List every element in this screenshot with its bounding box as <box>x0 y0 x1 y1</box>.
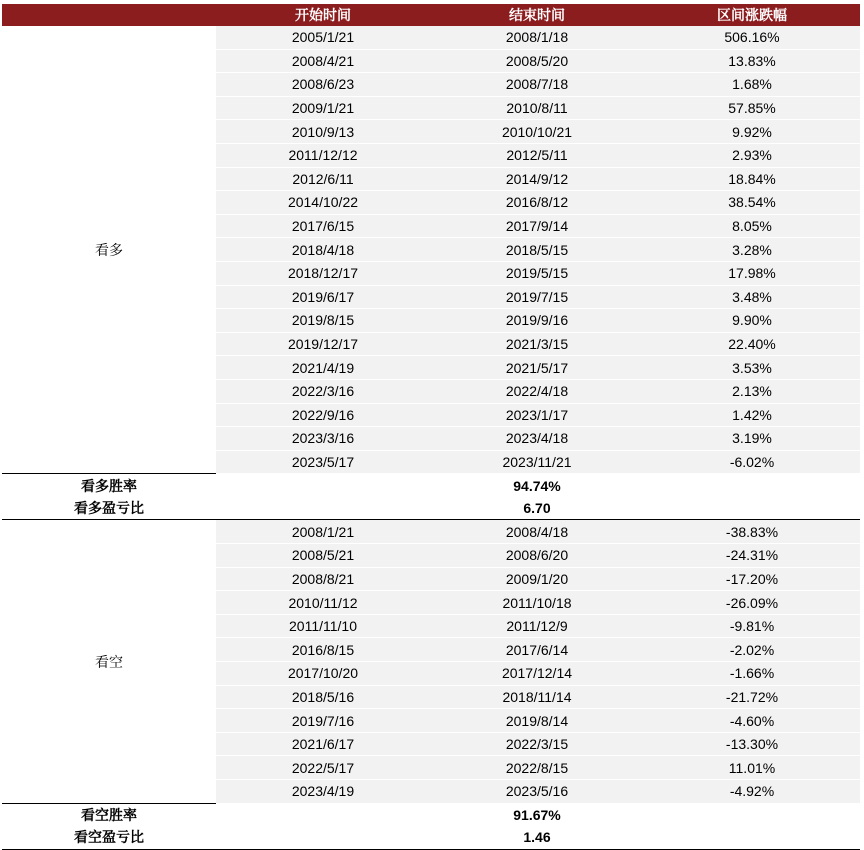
interval-change-cell: 3.48% <box>644 285 860 309</box>
table-row <box>2 520 860 544</box>
summary-empty-cell <box>216 474 430 497</box>
start-date-cell: 2022/9/16 <box>216 403 430 427</box>
start-date-cell: 2017/10/20 <box>216 662 430 686</box>
interval-change-cell: 22.40% <box>644 332 860 356</box>
summary-value: 91.67% <box>430 803 644 826</box>
interval-change-cell: 9.92% <box>644 120 860 144</box>
interval-change-cell: -21.72% <box>644 685 860 709</box>
start-date-cell: 2023/5/17 <box>216 450 430 474</box>
end-date-cell: 2008/4/18 <box>430 520 644 544</box>
end-date-cell: 2017/9/14 <box>430 214 644 238</box>
summary-empty-cell <box>216 497 430 520</box>
summary-row <box>2 497 860 520</box>
end-date-cell: 2019/8/14 <box>430 709 644 733</box>
start-date-cell: 2018/5/16 <box>216 685 430 709</box>
end-date-cell: 2023/1/17 <box>430 403 644 427</box>
end-date-cell: 2008/5/20 <box>430 49 644 73</box>
start-date-cell: 2022/3/16 <box>216 379 430 403</box>
start-date-cell: 2023/4/19 <box>216 780 430 804</box>
summary-row <box>2 803 860 826</box>
interval-change-cell: 3.19% <box>644 427 860 451</box>
interval-change-cell: 13.83% <box>644 49 860 73</box>
table-body <box>2 26 860 849</box>
interval-change-cell: -13.30% <box>644 732 860 756</box>
end-date-cell: 2011/10/18 <box>430 591 644 615</box>
end-date-cell: 2019/9/16 <box>430 309 644 333</box>
start-date-cell: 2023/3/16 <box>216 427 430 451</box>
interval-change-cell: 1.68% <box>644 73 860 97</box>
summary-value: 94.74% <box>430 474 644 497</box>
end-date-cell: 2010/10/21 <box>430 120 644 144</box>
end-date-cell: 2021/3/15 <box>430 332 644 356</box>
interval-change-cell: -17.20% <box>644 567 860 591</box>
end-date-cell: 2011/12/9 <box>430 614 644 638</box>
start-date-cell: 2008/8/21 <box>216 567 430 591</box>
end-date-cell: 2022/4/18 <box>430 379 644 403</box>
start-date-cell: 2012/6/11 <box>216 167 430 191</box>
end-date-cell: 2008/6/20 <box>430 544 644 568</box>
end-date-cell: 2021/5/17 <box>430 356 644 380</box>
start-date-cell: 2022/5/17 <box>216 756 430 780</box>
summary-empty-cell <box>644 826 860 849</box>
interval-change-cell: -6.02% <box>644 450 860 474</box>
end-date-cell: 2023/4/18 <box>430 427 644 451</box>
start-date-cell: 2010/9/13 <box>216 120 430 144</box>
start-date-cell: 2008/1/21 <box>216 520 430 544</box>
interval-change-cell: 3.28% <box>644 238 860 262</box>
interval-change-cell: -4.92% <box>644 780 860 804</box>
header-row <box>2 4 860 26</box>
header-start-time: 开始时间 <box>216 4 430 26</box>
start-date-cell: 2021/4/19 <box>216 356 430 380</box>
summary-empty-cell <box>644 803 860 826</box>
start-date-cell: 2011/12/12 <box>216 143 430 167</box>
start-date-cell: 2018/4/18 <box>216 238 430 262</box>
interval-change-cell: -24.31% <box>644 544 860 568</box>
end-date-cell: 2023/11/21 <box>430 450 644 474</box>
summary-row <box>2 474 860 497</box>
start-date-cell: 2021/6/17 <box>216 732 430 756</box>
end-date-cell: 2010/8/11 <box>430 96 644 120</box>
start-date-cell: 2008/4/21 <box>216 49 430 73</box>
group-label: 看多 <box>2 26 216 474</box>
start-date-cell: 2014/10/22 <box>216 191 430 215</box>
end-date-cell: 2008/1/18 <box>430 26 644 49</box>
interval-change-cell: -1.66% <box>644 662 860 686</box>
summary-value: 6.70 <box>430 497 644 520</box>
header-interval-change: 区间涨跌幅 <box>644 4 860 26</box>
group-label: 看空 <box>2 520 216 803</box>
start-date-cell: 2019/8/15 <box>216 309 430 333</box>
summary-label: 看空胜率 <box>2 803 216 826</box>
table-row <box>2 26 860 49</box>
interval-change-cell: -4.60% <box>644 709 860 733</box>
summary-empty-cell <box>216 826 430 849</box>
end-date-cell: 2022/8/15 <box>430 756 644 780</box>
summary-empty-cell <box>644 474 860 497</box>
interval-change-cell: 1.42% <box>644 403 860 427</box>
end-date-cell: 2012/5/11 <box>430 143 644 167</box>
end-date-cell: 2017/12/14 <box>430 662 644 686</box>
start-date-cell: 2016/8/15 <box>216 638 430 662</box>
interval-change-cell: 3.53% <box>644 356 860 380</box>
start-date-cell: 2009/1/21 <box>216 96 430 120</box>
summary-row <box>2 826 860 849</box>
interval-change-cell: 17.98% <box>644 261 860 285</box>
interval-change-cell: 11.01% <box>644 756 860 780</box>
start-date-cell: 2019/6/17 <box>216 285 430 309</box>
start-date-cell: 2019/7/16 <box>216 709 430 733</box>
end-date-cell: 2009/1/20 <box>430 567 644 591</box>
start-date-cell: 2017/6/15 <box>216 214 430 238</box>
interval-change-cell: -9.81% <box>644 614 860 638</box>
end-date-cell: 2008/7/18 <box>430 73 644 97</box>
end-date-cell: 2022/3/15 <box>430 732 644 756</box>
interval-change-cell: -38.83% <box>644 520 860 544</box>
header-cell-0 <box>2 4 216 26</box>
end-date-cell: 2018/11/14 <box>430 685 644 709</box>
interval-change-cell: 9.90% <box>644 309 860 333</box>
start-date-cell: 2011/11/10 <box>216 614 430 638</box>
summary-empty-cell <box>216 803 430 826</box>
end-date-cell: 2017/6/14 <box>430 638 644 662</box>
summary-empty-cell <box>644 497 860 520</box>
signal-interval-table <box>2 4 860 850</box>
start-date-cell: 2018/12/17 <box>216 261 430 285</box>
end-date-cell: 2023/5/16 <box>430 780 644 804</box>
interval-change-cell: -2.02% <box>644 638 860 662</box>
interval-change-cell: 38.54% <box>644 191 860 215</box>
interval-change-cell: 8.05% <box>644 214 860 238</box>
header-end-time: 结束时间 <box>430 4 644 26</box>
summary-label: 看多盈亏比 <box>2 497 216 520</box>
interval-change-cell: -26.09% <box>644 591 860 615</box>
end-date-cell: 2019/7/15 <box>430 285 644 309</box>
interval-change-cell: 18.84% <box>644 167 860 191</box>
interval-change-cell: 506.16% <box>644 26 860 49</box>
end-date-cell: 2018/5/15 <box>430 238 644 262</box>
end-date-cell: 2019/5/15 <box>430 261 644 285</box>
start-date-cell: 2008/6/23 <box>216 73 430 97</box>
interval-change-cell: 2.13% <box>644 379 860 403</box>
interval-change-cell: 2.93% <box>644 143 860 167</box>
interval-change-cell: 57.85% <box>644 96 860 120</box>
end-date-cell: 2014/9/12 <box>430 167 644 191</box>
start-date-cell: 2005/1/21 <box>216 26 430 49</box>
start-date-cell: 2008/5/21 <box>216 544 430 568</box>
start-date-cell: 2010/11/12 <box>216 591 430 615</box>
start-date-cell: 2019/12/17 <box>216 332 430 356</box>
summary-label: 看多胜率 <box>2 474 216 497</box>
summary-label: 看空盈亏比 <box>2 826 216 849</box>
summary-value: 1.46 <box>430 826 644 849</box>
end-date-cell: 2016/8/12 <box>430 191 644 215</box>
